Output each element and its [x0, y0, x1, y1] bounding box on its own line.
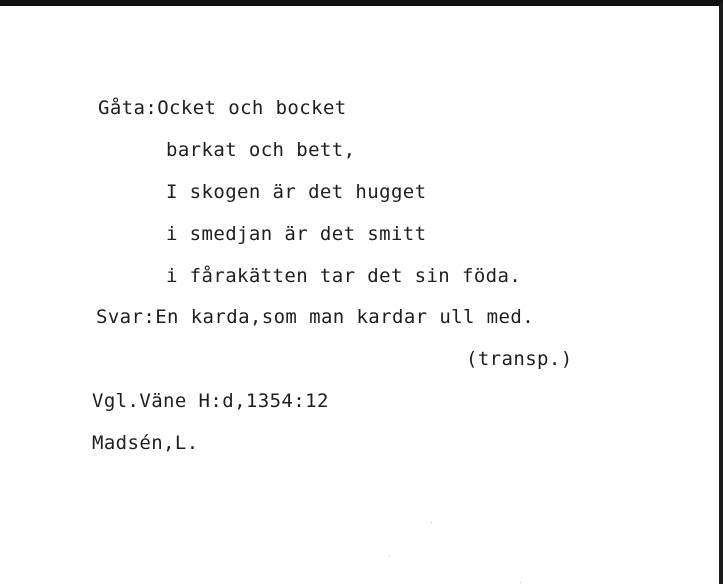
paper-speck: [389, 555, 390, 556]
paper-speck: [520, 582, 521, 583]
paper-speck: [431, 522, 432, 523]
transcription-note: (transp.): [466, 348, 573, 370]
riddle-line-2: barkat och bett,: [166, 139, 356, 161]
reference-line: Vgl.Väne H:d,1354:12: [92, 390, 329, 412]
riddle-line-5: i fårakätten tar det sin föda.: [166, 265, 522, 287]
riddle-line-3: I skogen är det hugget: [166, 181, 427, 203]
riddle-line-4: i smedjan är det smitt: [166, 223, 427, 245]
answer-line: Svar:En karda,som man kardar ull med.: [96, 306, 535, 328]
riddle-line-1: Gåta:Ocket och bocket: [98, 97, 347, 119]
collector-name: Madsén,L.: [92, 432, 199, 454]
